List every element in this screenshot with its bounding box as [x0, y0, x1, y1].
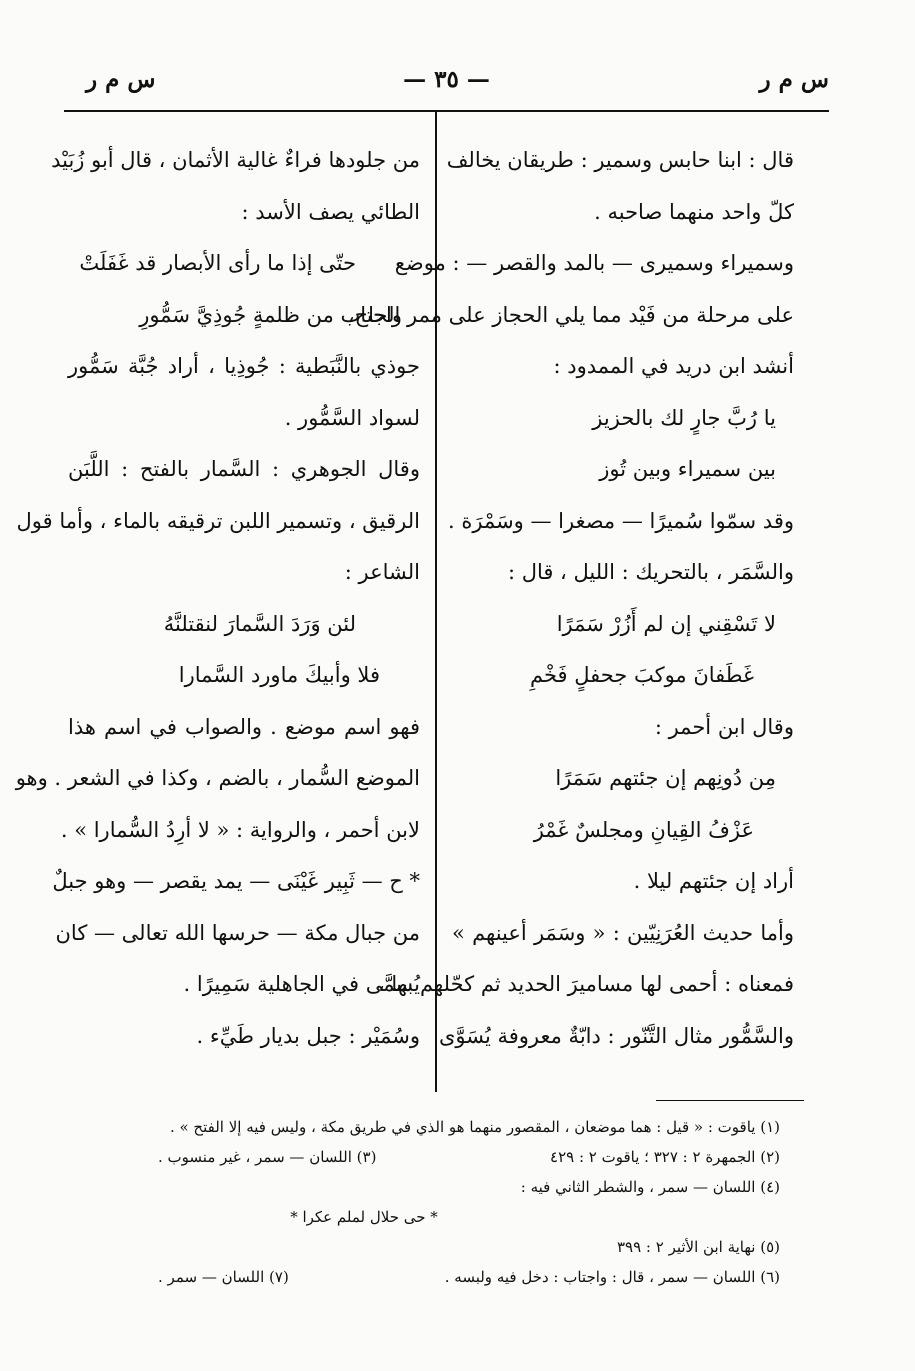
footnote: (٤) اللسان — سمر ، والشطر الثاني فيه : — [520, 1178, 780, 1196]
text-line: لسواد السَّمُّور . — [284, 405, 420, 430]
header-root-right: س م ر — [759, 66, 829, 93]
footnote: (٧) اللسان — سمر . — [158, 1268, 289, 1286]
text-line: أراد إن جئتهم ليلا . — [633, 869, 794, 893]
text-line: كلّ واحد منهما صاحبه . — [594, 199, 794, 224]
verse-line: واجتاب من ظلمةٍ جُوذِيَّ سَمُّورِ — [139, 302, 402, 327]
text-line: على مرحلة من فَيْد مما يلي الحجاز على ممر الحاج، — [347, 302, 794, 327]
text-line: وقال ابن أحمر : — [654, 714, 794, 739]
text-line: فهو اسم موضع . والصواب في اسم هذا — [68, 714, 420, 739]
verse-line: لئن وَرَدَ السَّمارَ لنقتلنَّهُ — [163, 611, 356, 636]
page-number: — ٣٥ — — [403, 66, 490, 93]
verse-line: يا رُبَّ جارٍ لك بالحزيز — [592, 405, 776, 430]
text-line: من جبال مكة — حرسها الله تعالى — كان — [55, 920, 420, 945]
verse-line: لا تَسْقِني إن لم أَزُرْ سَمَرًا — [556, 611, 776, 636]
text-line: وقال الجوهري : السَّمار بالفتح : اللَّبَن — [68, 457, 420, 481]
footnote-line — [68, 1172, 780, 1202]
footnote-rule — [656, 1100, 804, 1101]
page-header — [64, 66, 829, 106]
footnote: (٦) اللسان — سمر ، قال : واجتاب : دخل فيه ولبسه . — [444, 1268, 780, 1286]
text-line: * ح — ثَبِير غَيْنَى — يمد يقصر — وهو جبلٌ — [52, 869, 420, 893]
verse-line: مِن دُونِهم إن جئتهم سَمَرًا — [555, 766, 776, 790]
footnote-verse: * حى حلال لملم عكرا * — [290, 1208, 438, 1226]
footnote: (٥) نهاية ابن الأثير ٢ : ٣٩٩ — [616, 1238, 780, 1256]
text-line: والسَّمُّور مثال التَّنّور : دابّةٌ معروفة يُسَوَّى — [438, 1023, 794, 1048]
footnote-line — [68, 1262, 780, 1292]
footnotes — [68, 1112, 780, 1292]
text-line: من جلودها فراءٌ غالية الأثمان ، قال أبو زُبَيْد — [51, 148, 420, 172]
verse-line: غَطَفانَ موكبَ جحفلٍ فَخْمِ — [529, 663, 754, 687]
verse-line: فلا وأبيكَ ماورد السَّمارا — [178, 663, 380, 687]
text-line: فمعناه : أحمى لها مساميرَ الحديد ثم كحّلهم بها ، — [377, 972, 794, 996]
text-line: وسُمَيْر : جبل بديار طَيِّء . — [196, 1023, 420, 1048]
text-line: وسميراء وسميرى — بالمد والقصر — : موضع — [394, 251, 794, 275]
header-rule — [64, 110, 829, 112]
verse-line: حتّى إذا ما رأى الأبصار قد غَفَلَتْ — [79, 251, 356, 275]
verse-line: عَزْفُ القِيانِ ومجلسٌ غَمْرُ — [533, 817, 754, 842]
footnote: (٢) الجمهرة ٢ : ٣٢٧ ؛ ياقوت ٢ : ٤٢٩ — [550, 1148, 780, 1166]
header-root-left: س م ر — [86, 66, 156, 93]
verse-line: بين سميراء وبين تُوز — [599, 457, 776, 481]
footnote: (٣) اللسان — سمر ، غير منسوب . — [158, 1148, 377, 1166]
text-line: جوذي بالنَّبَطية : جُوذِيا ، أراد جُبَّة سَمُّور — [68, 354, 420, 378]
text-line: الموضع السُّمار ، بالضم ، وكذا في الشعر . وهو — [15, 766, 420, 790]
text-line: والسَّمَر ، بالتحريك : الليل ، قال : — [507, 560, 794, 584]
footnote-line — [68, 1232, 780, 1262]
left-column — [15, 140, 420, 1067]
text-line: وقد سمّوا سُميرًا — مصغرا — وسَمْرَة . — [448, 508, 794, 533]
text-line: وأما حديث العُرَنِيّين : « وسَمَر أعينهم » — [452, 920, 794, 945]
text-line: الطائي يصف الأسد : — [241, 199, 420, 224]
footnote-line — [68, 1112, 780, 1142]
footnote: (١) ياقوت : « قيل : هما موضعان ، المقصور منهما هو الذي في طريق مكة ، وليس فيه إلا الفتح » . — [169, 1118, 780, 1136]
text-line: الرقيق ، وتسمير اللبن ترقيقه بالماء ، وأما قول — [16, 508, 420, 533]
text-line: قال : ابنا حابس وسمير : طريقان يخالف — [446, 148, 794, 172]
text-line: يُسمَّى في الجاهلية سَمِيرًا . — [183, 972, 420, 996]
text-line: لابن أحمر ، والرواية : « لا أرِدُ السُّمارا » . — [60, 817, 420, 842]
text-line: أنشد ابن دريد في الممدود : — [553, 354, 794, 378]
text-line: الشاعر : — [344, 560, 420, 584]
footnote-line — [68, 1142, 780, 1172]
